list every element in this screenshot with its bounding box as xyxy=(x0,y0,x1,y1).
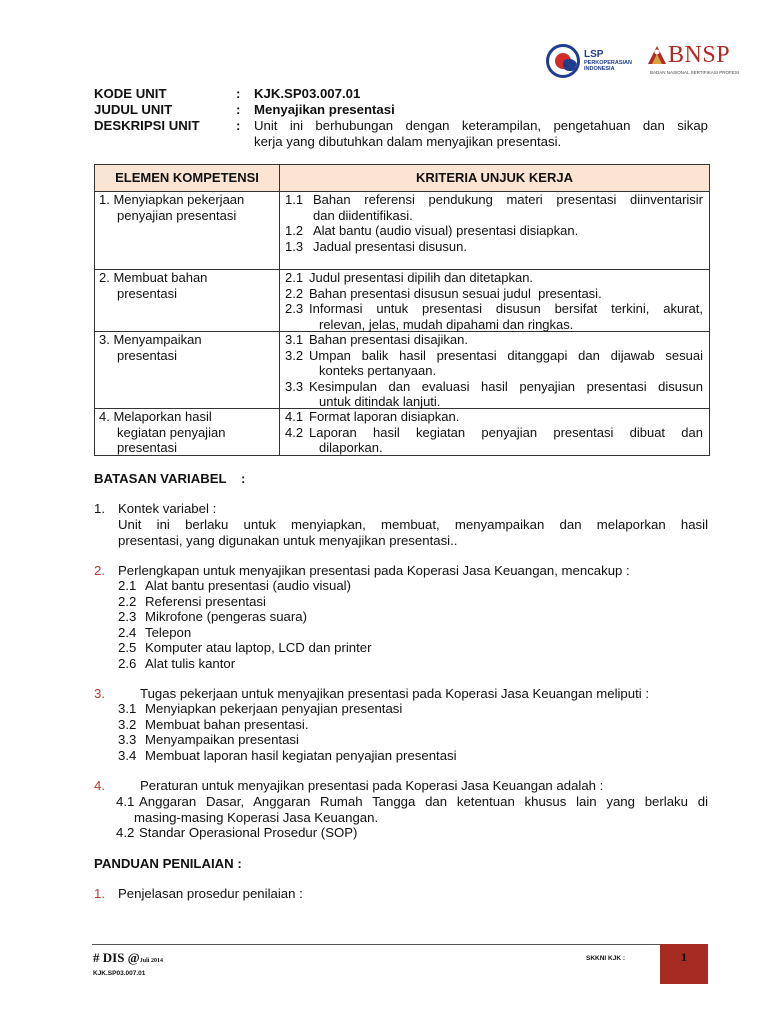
footer-skkni: SKKNI KJK : xyxy=(586,955,626,962)
paragraph-text: presentasi, yang digunakan untuk menyajikan presentasi.. xyxy=(118,533,458,548)
bnsp-logo-name: BNSP xyxy=(668,42,731,68)
criteria-text: untuk ditindak lanjuti. xyxy=(319,394,441,409)
list-num: 3.4 xyxy=(118,747,137,763)
colon: : xyxy=(236,118,241,133)
unit-title-value: Menyajikan presentasi xyxy=(254,102,395,117)
list-item-title: Peraturan untuk menyajikan presentasi pada Koperasi Jasa Keuangan adalah : xyxy=(140,778,604,793)
element-text: presentasi xyxy=(117,440,177,455)
bnsp-logo-icon xyxy=(646,44,668,68)
criteria-num: 2.2 xyxy=(285,285,304,301)
table-row xyxy=(99,270,275,301)
criteria-num: 3.3 xyxy=(285,378,304,394)
list-num: 4.1 xyxy=(116,794,135,809)
criteria-text: konteks pertanyaan. xyxy=(319,363,437,378)
element-text: 4. Melaporkan hasil xyxy=(99,409,212,424)
criteria-item xyxy=(285,192,703,208)
list-item xyxy=(118,625,518,641)
list-item xyxy=(118,732,518,748)
list-text: Menyampaikan presentasi xyxy=(145,732,299,747)
criteria-item xyxy=(285,301,703,317)
table-header-kriteria: KRITERIA UNJUK KERJA xyxy=(280,165,709,191)
lsp-logo-subtitle: PERKOPERASIAN INDONESIA xyxy=(584,60,632,72)
list-text: Membuat bahan presentasi. xyxy=(145,716,309,732)
footer-dis-text: # DIS @ xyxy=(93,950,140,965)
criteria-item xyxy=(285,379,703,395)
list-item-title: Kontek variabel : xyxy=(118,501,217,516)
criteria-text: Bahan referensi pendukung materi presentasi diinventarisir xyxy=(313,192,703,207)
criteria-text: Kesimpulan dan evaluasi hasil penyajian presentasi disusun xyxy=(309,378,703,394)
unit-description-line-2: kerja yang dibutuhkan dalam menyajikan presentasi. xyxy=(254,134,562,149)
bnsp-logo-subtitle: BADAN NASIONAL SERTIFIKASI PROFESI xyxy=(650,70,740,75)
unit-code-label: KODE UNIT xyxy=(94,86,167,101)
criteria-text: Bahan presentasi disusun sesuai judul presentasi. xyxy=(309,285,602,301)
list-text: masing-masing Koperasi Jasa Keuangan. xyxy=(134,810,379,825)
list-item xyxy=(118,748,518,764)
unit-description-label: DESKRIPSI UNIT xyxy=(94,118,200,133)
list-num: 3.2 xyxy=(118,716,137,732)
criteria-text: Umpan balik hasil presentasi ditanggapi dan dijawab sesuai xyxy=(309,347,703,363)
element-text: 3. Menyampaikan xyxy=(99,332,202,347)
list-text: Alat tulis kantor xyxy=(145,655,236,671)
element-text: 1. Menyiapkan pekerjaan xyxy=(99,192,245,207)
list-num: 2.3 xyxy=(118,609,137,624)
unit-title-label: JUDUL UNIT xyxy=(94,102,173,117)
criteria-list xyxy=(285,332,703,410)
lsp-logo-name: LSP xyxy=(584,49,604,60)
criteria-list xyxy=(285,409,703,456)
list-item-num: 4. xyxy=(94,778,105,793)
list-text: Standar Operasional Prosedur (SOP) xyxy=(139,825,358,840)
table-row xyxy=(99,192,275,223)
list-text: Alat bantu presentasi (audio visual) xyxy=(145,578,351,593)
list-item xyxy=(118,594,518,610)
lsp-logo-icon xyxy=(546,44,580,78)
page-number: 1 xyxy=(660,944,708,984)
criteria-item xyxy=(285,348,703,364)
criteria-num: 1.1 xyxy=(285,192,304,207)
criteria-text: Informasi untuk presentasi disusun bersifat terkini, akurat, xyxy=(309,301,703,316)
list-item xyxy=(118,717,518,733)
criteria-num: 4.1 xyxy=(285,409,304,424)
unit-code-value: KJK.SP03.007.01 xyxy=(254,86,361,101)
criteria-item xyxy=(285,239,703,255)
list-num: 2.2 xyxy=(118,593,137,609)
list-num: 2.5 xyxy=(118,640,137,655)
task-list xyxy=(118,701,518,763)
header-logos xyxy=(546,40,742,82)
list-text: Telepon xyxy=(145,624,192,640)
element-text: presentasi xyxy=(117,347,177,363)
table-row xyxy=(99,409,275,456)
criteria-num: 1.3 xyxy=(285,238,304,254)
colon: : xyxy=(236,86,241,101)
list-item-num: 1. xyxy=(94,886,105,901)
list-text: Menyiapkan pekerjaan penyajian presentasi xyxy=(145,701,403,716)
section-title-batasan: BATASAN VARIABEL : xyxy=(94,471,246,486)
list-text: Anggaran Dasar, Anggaran Rumah Tangga dan ketentuan khusus lain yang berlaku di xyxy=(139,794,708,809)
criteria-text: Bahan presentasi disajikan. xyxy=(309,332,468,347)
list-item xyxy=(118,701,518,717)
criteria-num: 2.1 xyxy=(285,270,304,285)
unit-description-row xyxy=(94,118,710,150)
footer-divider xyxy=(92,944,660,945)
list-item-num: 2. xyxy=(94,563,105,578)
criteria-num: 2.3 xyxy=(285,301,304,316)
list-num: 2.4 xyxy=(118,624,137,640)
list-item-num: 3. xyxy=(94,686,105,701)
criteria-num: 3.2 xyxy=(285,347,304,363)
element-text: presentasi xyxy=(117,285,177,301)
list-item xyxy=(118,640,518,656)
element-text: 2. Membuat bahan xyxy=(99,270,208,285)
footer-code: KJK.SP03.007.01 xyxy=(93,970,146,977)
paragraph-text: Unit ini berlaku untuk menyiapkan, membuat, menyampaikan dan melaporkan hasil xyxy=(118,517,708,532)
list-item xyxy=(118,578,518,594)
list-num: 2.6 xyxy=(118,655,137,671)
column-divider xyxy=(279,165,280,455)
criteria-text: Laporan hasil kegiatan penyajian presentasi dibuat dan xyxy=(309,424,703,440)
list-num: 3.1 xyxy=(118,701,137,716)
footer-date: Juli 2014 xyxy=(139,958,163,964)
list-item xyxy=(118,656,518,672)
criteria-text: dan diidentifikasi. xyxy=(313,207,413,223)
list-text: Referensi presentasi xyxy=(145,593,266,609)
criteria-text: relevan, jelas, mudah dipahami dan ringkas. xyxy=(319,316,574,332)
list-text: Membuat laporan hasil kegiatan penyajian presentasi xyxy=(145,747,457,763)
criteria-item xyxy=(285,223,703,239)
criteria-item xyxy=(285,286,703,302)
unit-title-row xyxy=(94,102,710,118)
list-num: 3.3 xyxy=(118,732,137,747)
criteria-num: 4.2 xyxy=(285,424,304,440)
unit-code-row xyxy=(94,86,710,102)
section-title-panduan: PANDUAN PENILAIAN : xyxy=(94,856,242,871)
criteria-num: 3.1 xyxy=(285,332,304,347)
criteria-list xyxy=(285,270,703,332)
list-item-title: Penjelasan prosedur penilaian : xyxy=(118,886,303,901)
element-text: kegiatan penyajian xyxy=(117,424,226,440)
colon: : xyxy=(236,102,241,117)
list-item xyxy=(118,609,518,625)
unit-description-line-1: Unit ini berhubungan dengan keterampilan, pengetahuan dan sikap xyxy=(254,118,708,133)
criteria-text: Jadual presentasi disusun. xyxy=(313,238,467,254)
criteria-text: dilaporkan. xyxy=(319,440,383,455)
equipment-list xyxy=(118,578,518,671)
table-row xyxy=(99,332,275,363)
criteria-text: Alat bantu (audio visual) presentasi disiapkan. xyxy=(313,223,579,238)
criteria-list xyxy=(285,192,703,254)
footer-dis xyxy=(93,950,163,966)
list-item-title: Tugas pekerjaan untuk menyajikan presentasi pada Koperasi Jasa Keuangan meliputi : xyxy=(140,686,650,701)
list-text: Komputer atau laptop, LCD dan printer xyxy=(145,640,372,655)
criteria-item xyxy=(285,332,703,348)
competency-table xyxy=(94,164,710,456)
criteria-text: Judul presentasi dipilih dan ditetapkan. xyxy=(309,270,534,285)
list-item-title: Perlengkapan untuk menyajikan presentasi pada Koperasi Jasa Keuangan, mencakup : xyxy=(118,563,630,578)
element-text: penyajian presentasi xyxy=(117,207,237,223)
criteria-text: Format laporan disiapkan. xyxy=(309,409,460,424)
criteria-item xyxy=(285,425,703,441)
table-header-elemen: ELEMEN KOMPETENSI xyxy=(95,165,279,191)
list-text: Mikrofone (pengeras suara) xyxy=(145,609,307,624)
list-num: 2.1 xyxy=(118,578,137,593)
criteria-item xyxy=(285,270,703,286)
criteria-item xyxy=(285,409,703,425)
criteria-num: 1.2 xyxy=(285,223,304,238)
list-item-num: 1. xyxy=(94,501,105,516)
list-num: 4.2 xyxy=(116,825,135,840)
